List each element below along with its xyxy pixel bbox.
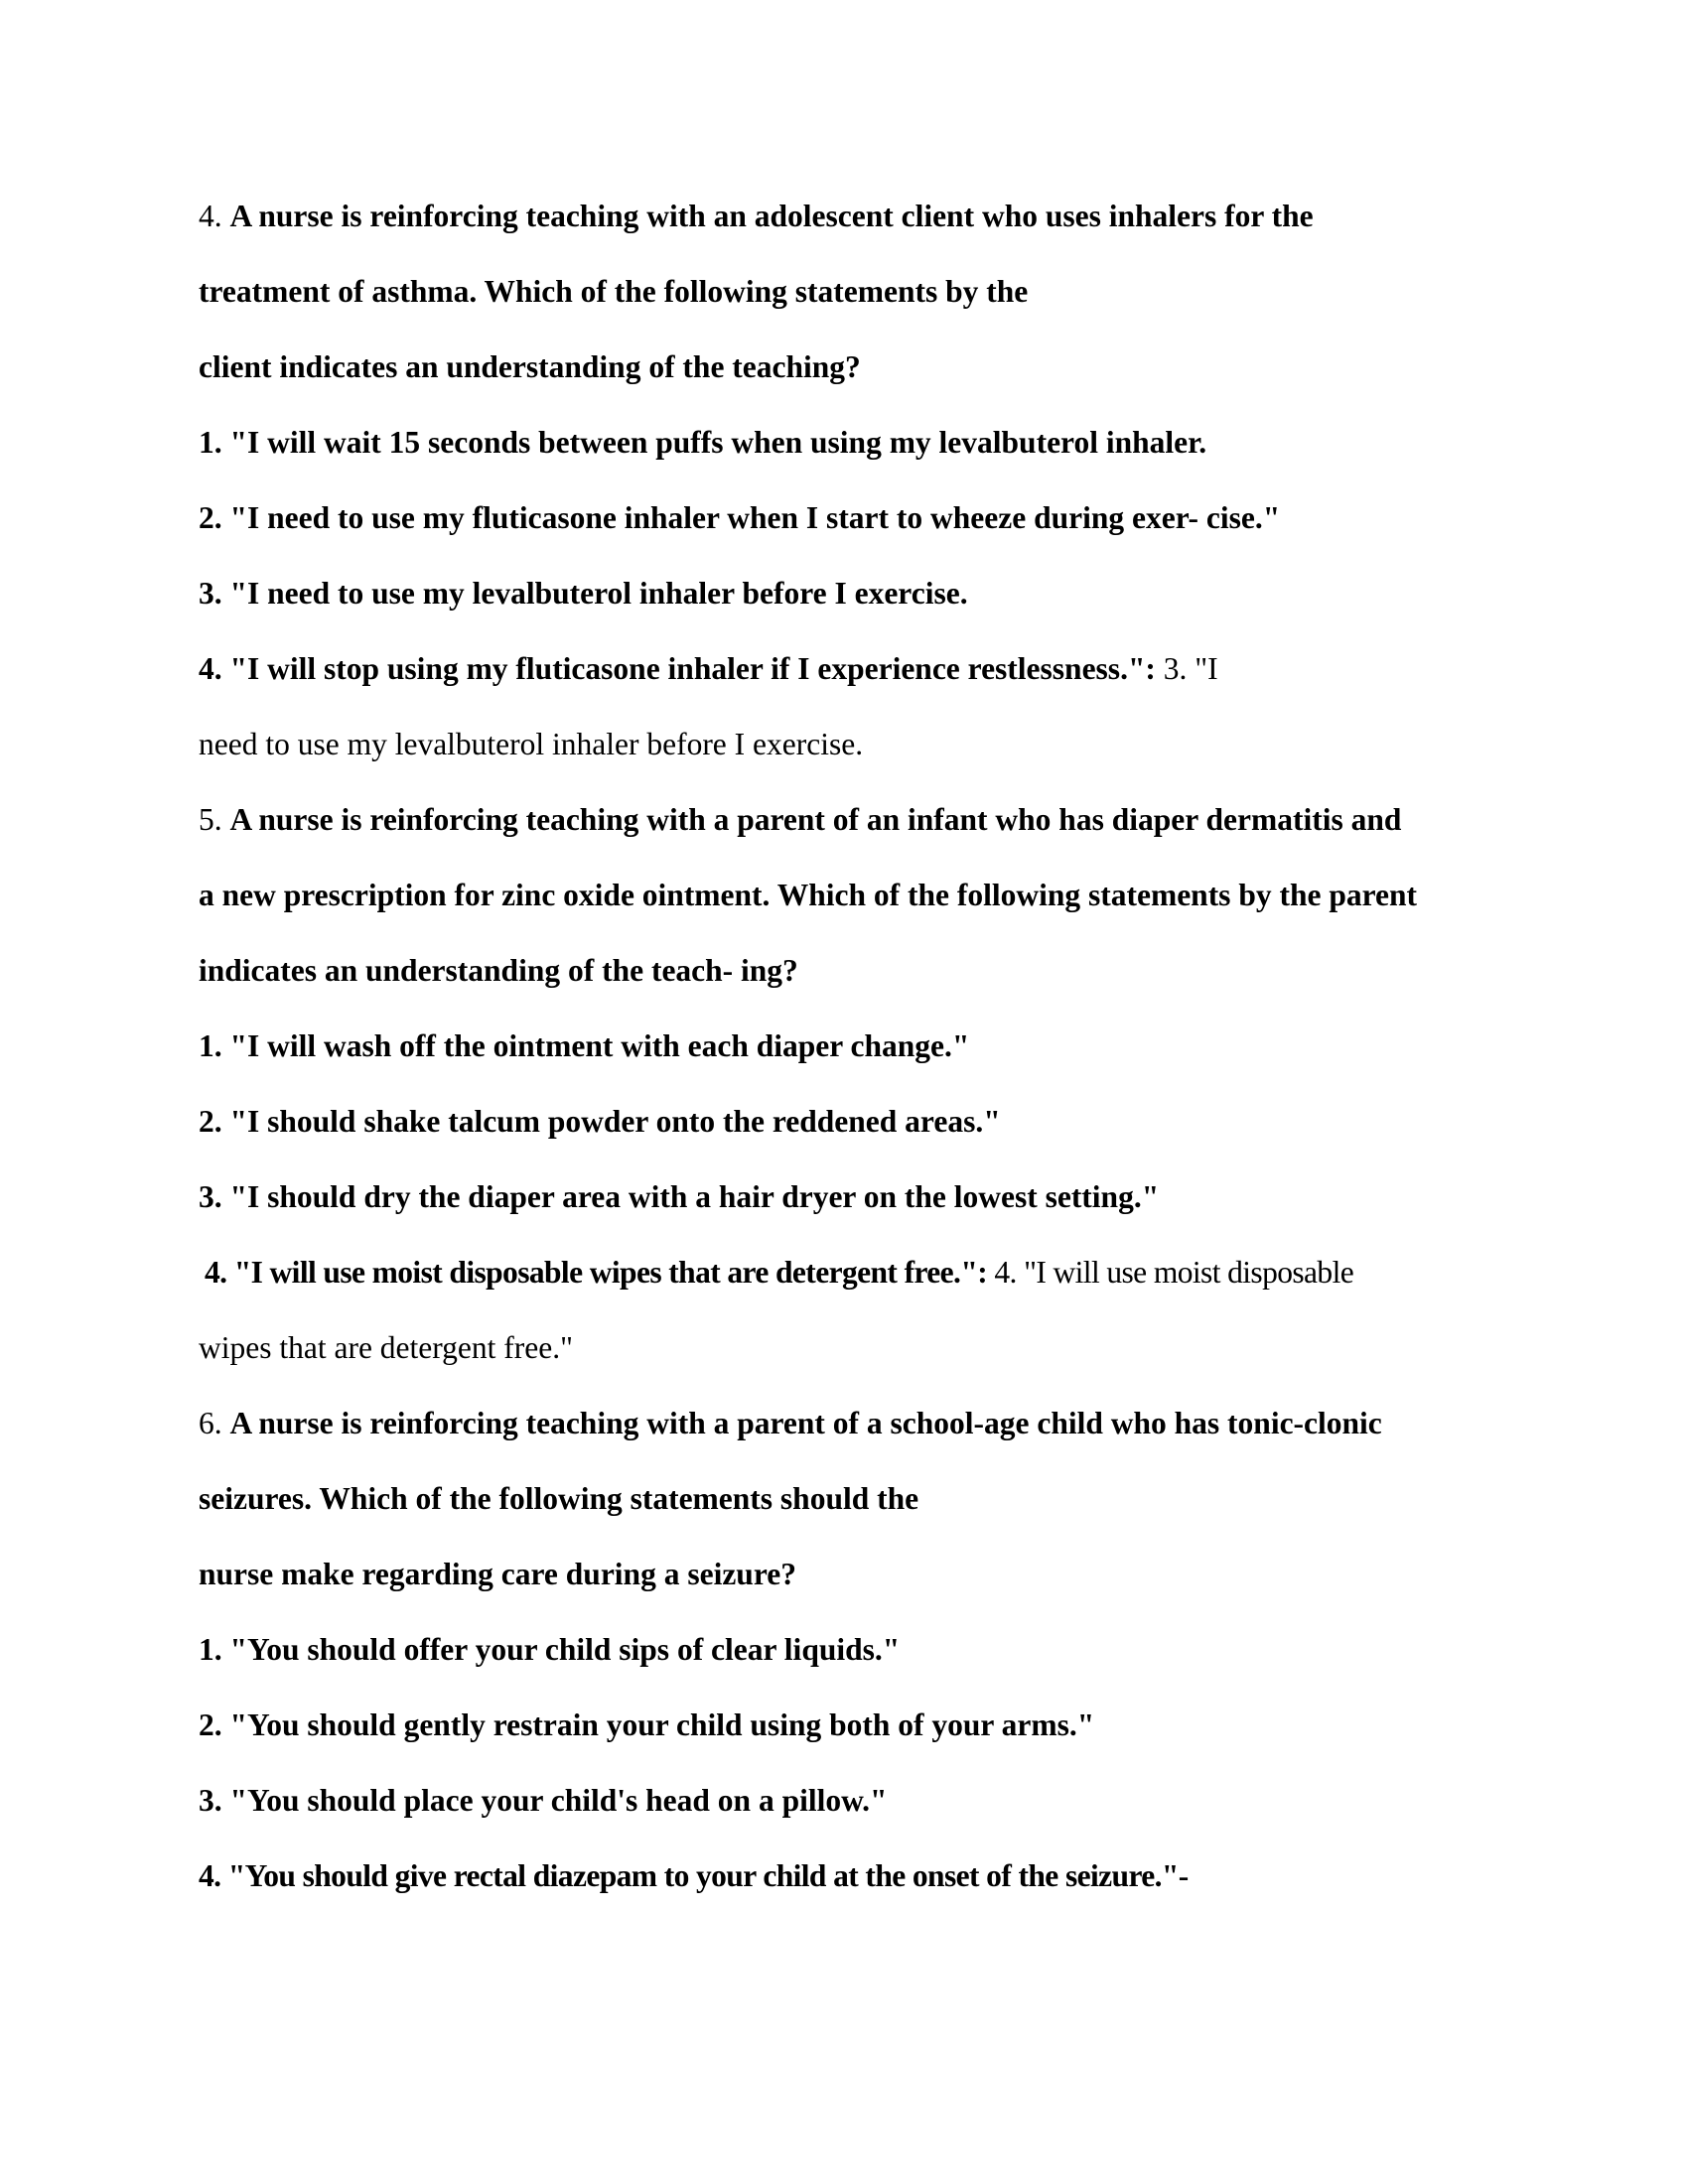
q4-option-4: 4. "I will stop using my fluticasone inhaler if I experience restlessness.": <box>199 651 1156 686</box>
q5-option-3: 3. "I should dry the diaper area with a hair dryer on the lowest setting." <box>199 1179 1160 1214</box>
q5-number: 5. <box>199 802 222 837</box>
q5-answer-start: 4. "I will use moist disposable <box>994 1255 1354 1290</box>
q5-option-1: 1. "I will wash off the ointment with each diaper change." <box>199 1028 970 1063</box>
q5-stem-line-2: a new prescription for zinc oxide ointment. Which of the following statements by the parent <box>199 878 1417 912</box>
q4-option-2: 2. "I need to use my fluticasone inhaler when I start to wheeze during exer- cise." <box>199 500 1281 535</box>
q4-option-1: 1. "I will wait 15 seconds between puffs when using my levalbuterol inhaler. <box>199 425 1207 460</box>
q6-stem-line-2: seizures. Which of the following statements should the <box>199 1481 919 1516</box>
q5-stem-line-3: indicates an understanding of the teach- ing? <box>199 953 798 988</box>
q6-option-2: 2. "You should gently restrain your child using both of your arms." <box>199 1707 1095 1742</box>
q4-answer-start: 3. "I <box>1163 651 1218 686</box>
q4-stem-text-1: A nurse is reinforcing teaching with an adolescent client who uses inhalers for the <box>229 199 1314 233</box>
q6-option-4: 4. "You should give rectal diazepam to your child at the onset of the seizure."- <box>199 1858 1189 1893</box>
q4-option-4-line <box>199 649 1218 689</box>
q6-number: 6. <box>199 1406 222 1440</box>
q4-number: 4. <box>199 199 222 233</box>
q6-option-1: 1. "You should offer your child sips of clear liquids." <box>199 1632 901 1667</box>
q6-stem-text-1: A nurse is reinforcing teaching with a parent of a school-age child who has tonic-clonic <box>229 1406 1382 1440</box>
q4-stem-line-2: treatment of asthma. Which of the following statements by the <box>199 274 1029 309</box>
q5-stem-text-1: A nurse is reinforcing teaching with a parent of an infant who has diaper dermatitis and <box>229 802 1402 837</box>
q4-answer-continued: need to use my levalbuterol inhaler before I exercise. <box>199 727 864 761</box>
q6-stem-line-3: nurse make regarding care during a seizure? <box>199 1557 796 1591</box>
q5-option-4-line <box>205 1253 1353 1293</box>
q5-stem-line-1 <box>199 800 1401 840</box>
q5-option-4: 4. "I will use moist disposable wipes that are detergent free.": <box>205 1255 988 1290</box>
q4-option-3: 3. "I need to use my levalbuterol inhaler before I exercise. <box>199 576 968 611</box>
q4-stem-line-1 <box>199 197 1314 236</box>
q4-stem-line-3: client indicates an understanding of the teaching? <box>199 349 861 384</box>
q5-answer-continued: wipes that are detergent free." <box>199 1330 573 1365</box>
q6-stem-line-1 <box>199 1404 1382 1443</box>
q5-option-2: 2. "I should shake talcum powder onto the reddened areas." <box>199 1104 1001 1139</box>
q6-option-3: 3. "You should place your child's head on a pillow." <box>199 1783 888 1818</box>
